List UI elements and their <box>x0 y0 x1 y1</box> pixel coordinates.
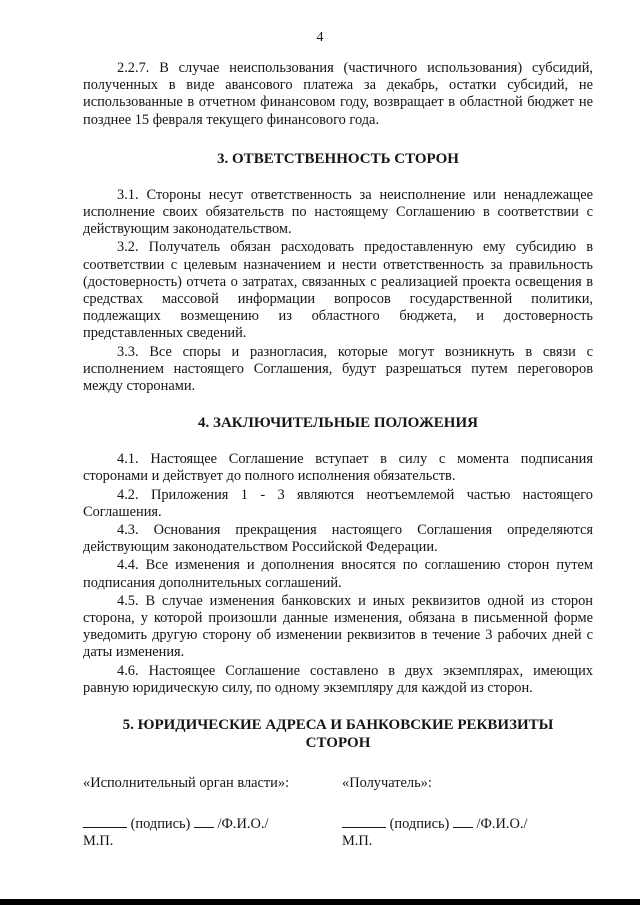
signature-line-left <box>83 814 334 833</box>
signature-blank <box>342 814 386 828</box>
clause-4-1: 4.1. Настоящее Соглашение вступает в силу с момента подписания сторонами и действует до полного исполнения обязательств. <box>83 451 593 485</box>
section-5-title-line2: СТОРОН <box>305 735 371 752</box>
section-3-title: 3. ОТВЕТСТВЕННОСТЬ СТОРОН <box>217 150 459 167</box>
signature-block <box>83 774 593 849</box>
party-authority-label: «Исполнительный орган власти»: <box>83 775 290 792</box>
signature-right <box>342 774 593 849</box>
stamp-label-left: М.П. <box>83 833 114 850</box>
name-blank <box>194 814 214 828</box>
clause-2-2-7: 2.2.7. В случае неиспользования (частичного использования) субсидий, полученных в виде авансового платежа за декабрь, остатки субсидий, не использованные в отчетном финансовом году, возвращает в областной бюджет не позднее 15 февраля текущего финансового года. <box>83 60 593 128</box>
clause-3-1: 3.1. Стороны несут ответственность за неисполнение или ненадлежащее исполнение своих обязательств по настоящему Соглашению в соответствии с действующим законодательством. <box>83 186 593 238</box>
name-label: /Ф.И.О./ <box>472 816 528 833</box>
signature-line-right <box>342 814 593 833</box>
name-blank <box>453 814 473 828</box>
name-label: /Ф.И.О./ <box>213 816 269 833</box>
signature-blank <box>83 814 127 828</box>
clause-4-6: 4.6. Настоящее Соглашение составлено в двух экземплярах, имеющих равную юридическую силу, по одному экземпляру для каждой из сторон. <box>83 662 593 696</box>
signature-label: (подпись) <box>127 816 194 833</box>
section-4-title: 4. ЗАКЛЮЧИТЕЛЬНЫЕ ПОЛОЖЕНИЯ <box>198 415 478 432</box>
signature-left <box>83 774 334 849</box>
clause-3-3: 3.3. Все споры и разногласия, которые могут возникнуть в связи с исполнением настоящего Соглашения, будут разрешаться путем переговоров между сторонами. <box>83 343 593 395</box>
clause-4-3: 4.3. Основания прекращения настоящего Соглашения определяются действующим законодательством Российской Федерации. <box>83 522 593 556</box>
clause-4-5: 4.5. В случае изменения банковских и иных реквизитов одной из сторон сторона, у которой произошли данные изменения, обязана в письменной форме уведомить другую сторону об изменении реквизитов в течение 3 рабочих дней с даты изменения. <box>83 592 593 661</box>
signature-label: (подпись) <box>386 816 453 833</box>
document-body <box>83 60 593 849</box>
clause-4-4: 4.4. Все изменения и дополнения вносятся по соглашению сторон путем подписания дополнительных соглашений. <box>83 557 593 591</box>
section-5-title-line1: 5. ЮРИДИЧЕСКИЕ АДРЕСА И БАНКОВСКИЕ РЕКВИЗИТЫ <box>122 717 554 734</box>
page-number: 4 <box>316 30 324 45</box>
clause-3-2: 3.2. Получатель обязан расходовать предоставленную ему субсидию в соответствии с целевым назначением и нести ответственность за правильность (достоверность) отчета о затратах, связанных с реализацией проекта освещения в средствах массовой информации вопросов государственной политики, подлежащих возмещению из областного бюджета, и достоверность представленных сведений. <box>83 239 593 342</box>
section-5-title <box>83 716 593 752</box>
stamp-label-right: М.П. <box>342 833 373 850</box>
party-recipient-label: «Получатель»: <box>342 775 432 792</box>
scan-bottom-edge <box>0 899 640 905</box>
clause-4-2: 4.2. Приложения 1 - 3 являются неотъемлемой частью настоящего Соглашения. <box>83 486 593 520</box>
